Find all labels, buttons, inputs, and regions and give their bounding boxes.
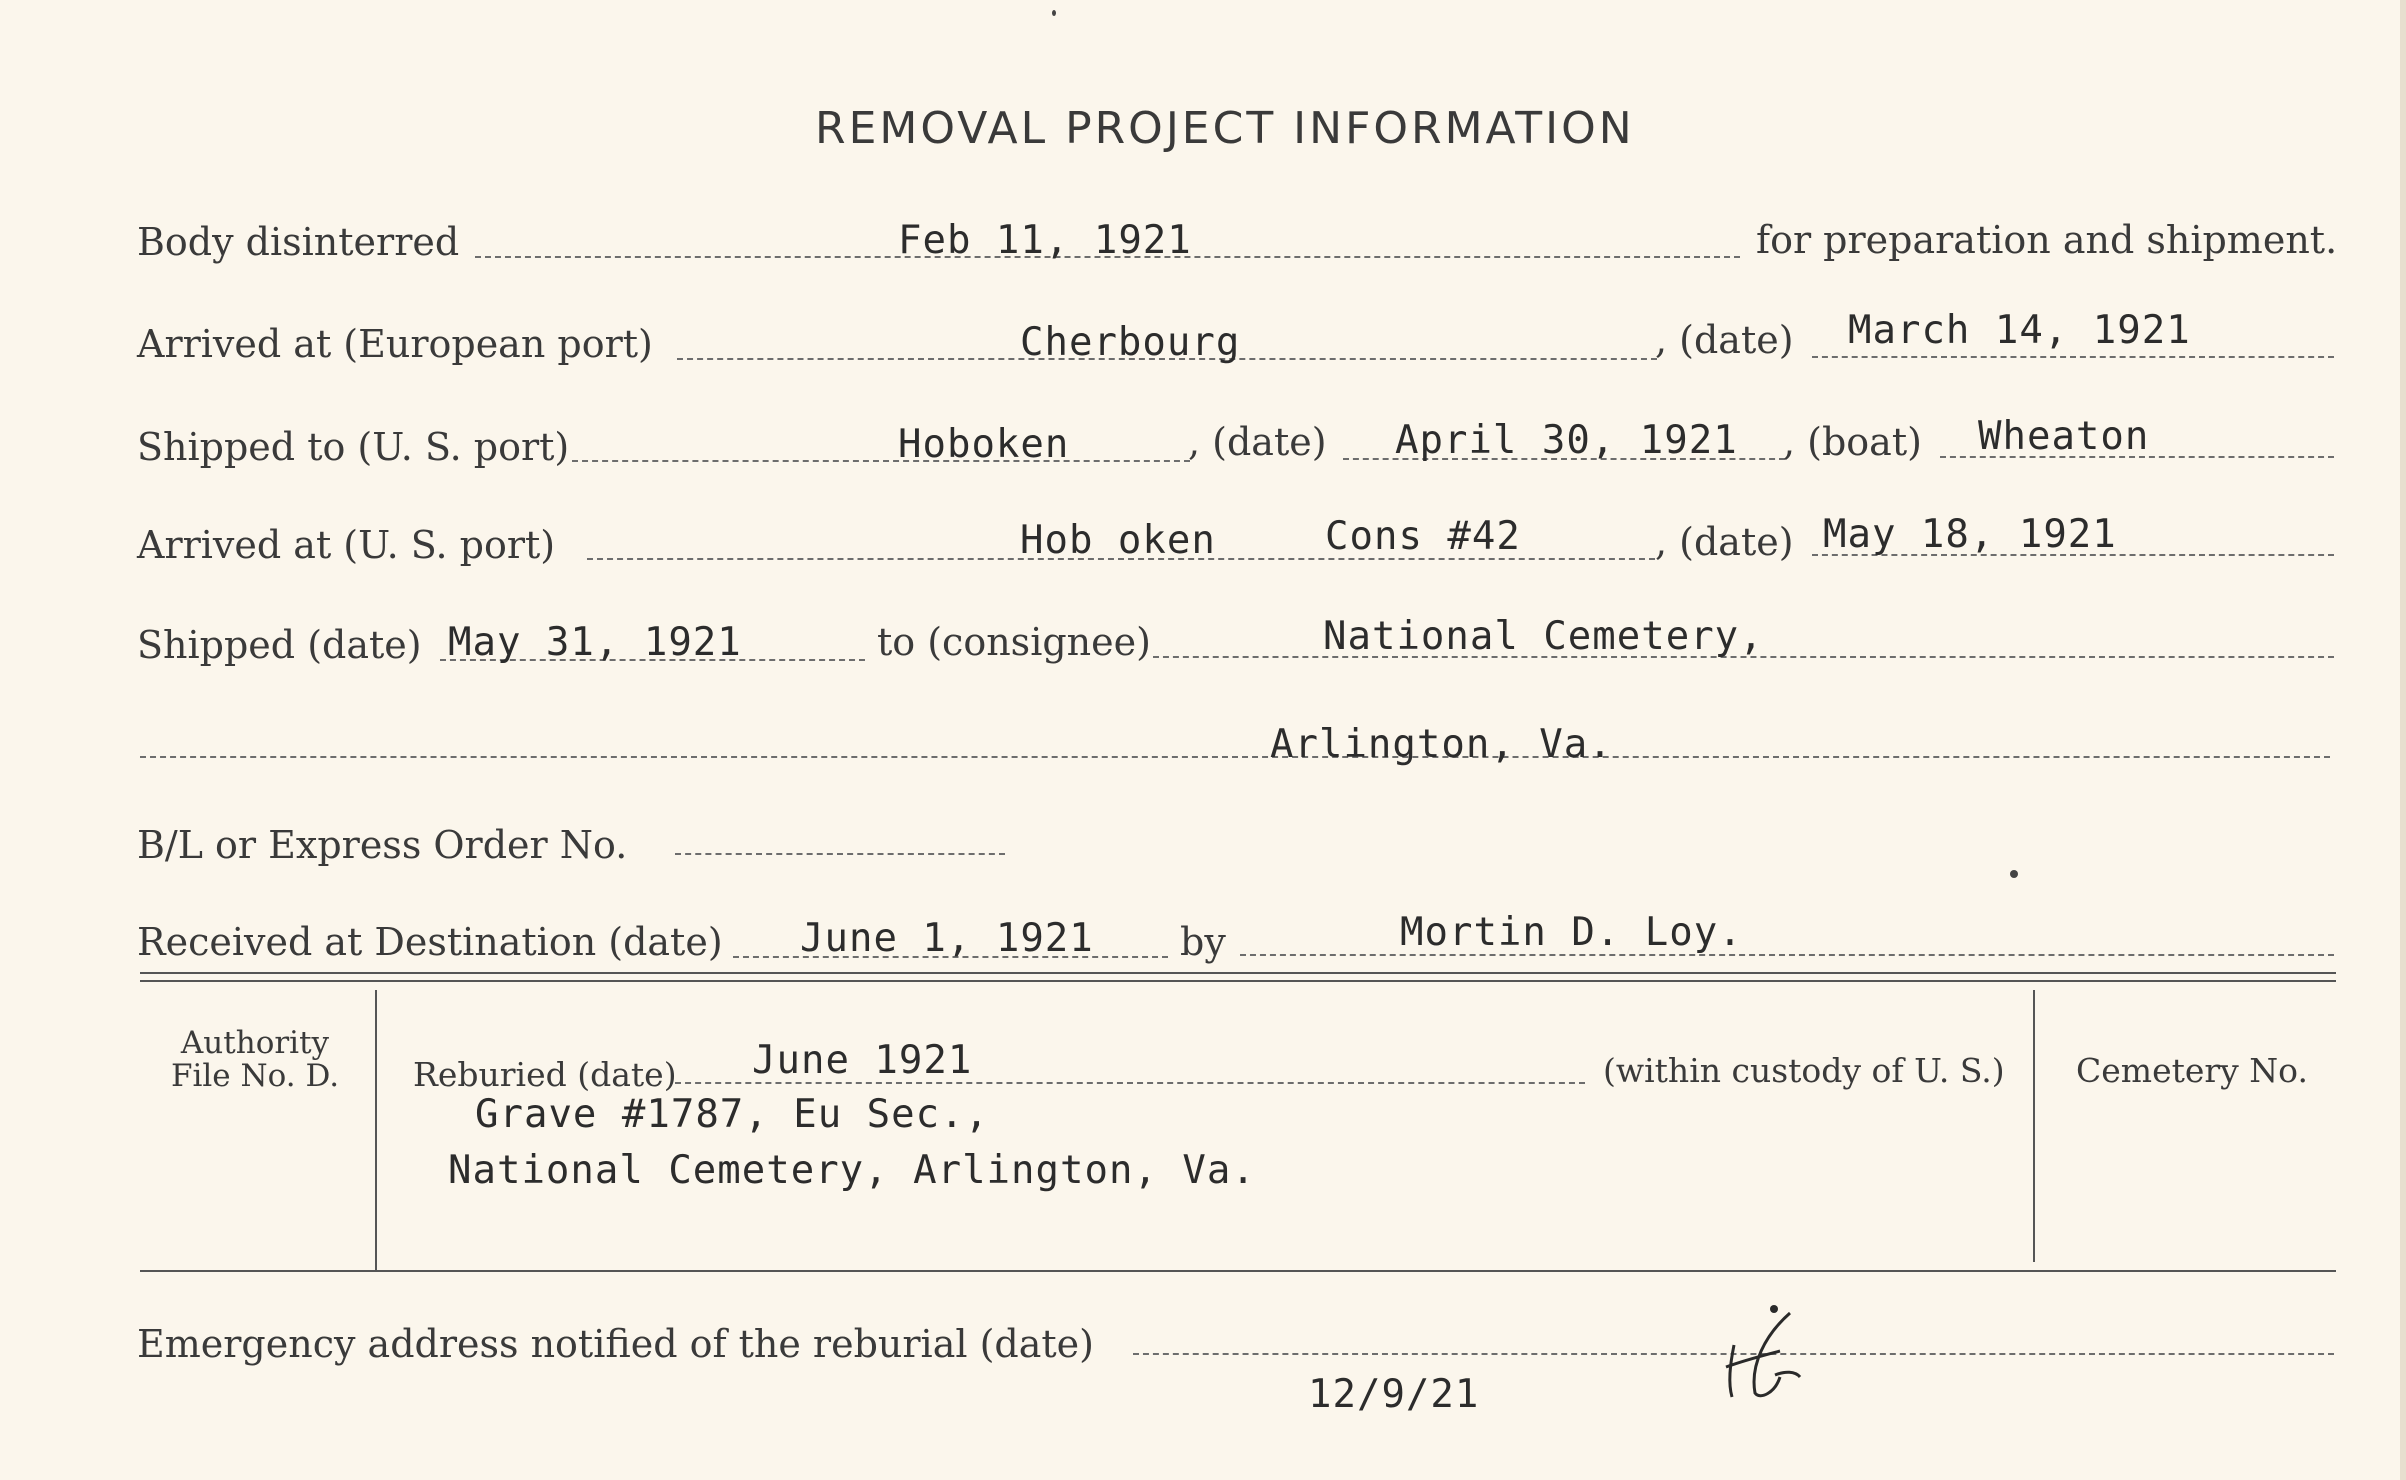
european-port-value: Cherbourg [1020,320,1241,365]
european-date-label: , (date) [1655,318,1794,362]
reburied-date-value: June 1921 [752,1038,973,1083]
received-destination-label: Received at Destination (date) [137,920,723,964]
arrived-us-port-value: Hob oken [1020,518,1216,563]
shipped-us-date-value: April 30, 1921 [1395,418,1738,463]
card-title: REMOVAL PROJECT INFORMATION [815,103,1635,154]
received-by-label: by [1180,920,1226,964]
shipped-us-date-label: , (date) [1188,420,1327,464]
consignee-continuation-line [140,756,2330,758]
arrived-european-label: Arrived at (European port) [137,322,653,366]
authority-label-line1: Authority [180,1025,330,1061]
authority-label-line2: File No. D. [170,1058,340,1094]
shipped-us-port-value: Hoboken [898,422,1070,467]
double-rule-bottom [140,980,2336,982]
box-bottom-rule [140,1270,2336,1272]
shipped-to-us-line [572,460,1190,462]
arrived-us-date-label: , (date) [1655,520,1794,564]
handwritten-initials [1720,1305,1810,1400]
within-custody-label: (within custody of U. S.) [1603,1051,2005,1090]
body-disinterred-label: Body disinterred [137,220,460,264]
consignee-value-line2: Arlington, Va. [1270,722,1613,767]
cons-number-value: Cons #42 [1325,514,1521,559]
preparation-shipment-label: for preparation and shipment. [1756,218,2338,262]
grave-location-line2: National Cemetery, Arlington, Va. [448,1148,1256,1193]
boat-value: Wheaton [1978,414,2150,459]
authority-divider [375,990,377,1270]
arrived-us-label: Arrived at (U. S. port) [137,523,556,567]
consignee-label: to (consignee) [877,620,1151,664]
disinterred-date-value: Feb 11, 1921 [898,218,1192,263]
boat-label: , (boat) [1783,420,1922,464]
arrived-us-date-value: May 18, 1921 [1823,512,2117,557]
cemetery-divider [2033,990,2035,1262]
consignee-value-line1: National Cemetery, [1323,614,1764,659]
european-date-line [1812,356,2334,358]
received-by-value: Mortin D. Loy. [1400,910,1743,955]
cemetery-no-label: Cemetery No. [2076,1051,2308,1090]
received-date-value: June 1, 1921 [800,916,1094,961]
grave-location-line1: Grave #1787, Eu Sec., [475,1092,990,1137]
bl-order-line [675,853,1005,855]
bl-order-label: B/L or Express Order No. [137,823,628,867]
notified-date-value: 12/9/21 [1308,1372,1480,1417]
double-rule-top [140,972,2336,974]
european-date-value: March 14, 1921 [1848,308,2191,353]
authority-file-label [150,1027,360,1093]
reburied-date-label: Reburied (date) [413,1055,677,1094]
shipped-to-us-label: Shipped to (U. S. port) [137,425,570,469]
emergency-address-label: Emergency address notified of the reburial (date) [137,1322,1094,1366]
ink-speck [2010,870,2018,878]
top-mark [1052,10,1056,16]
shipped-date-value: May 31, 1921 [448,620,742,665]
shipped-date-label: Shipped (date) [137,623,422,667]
